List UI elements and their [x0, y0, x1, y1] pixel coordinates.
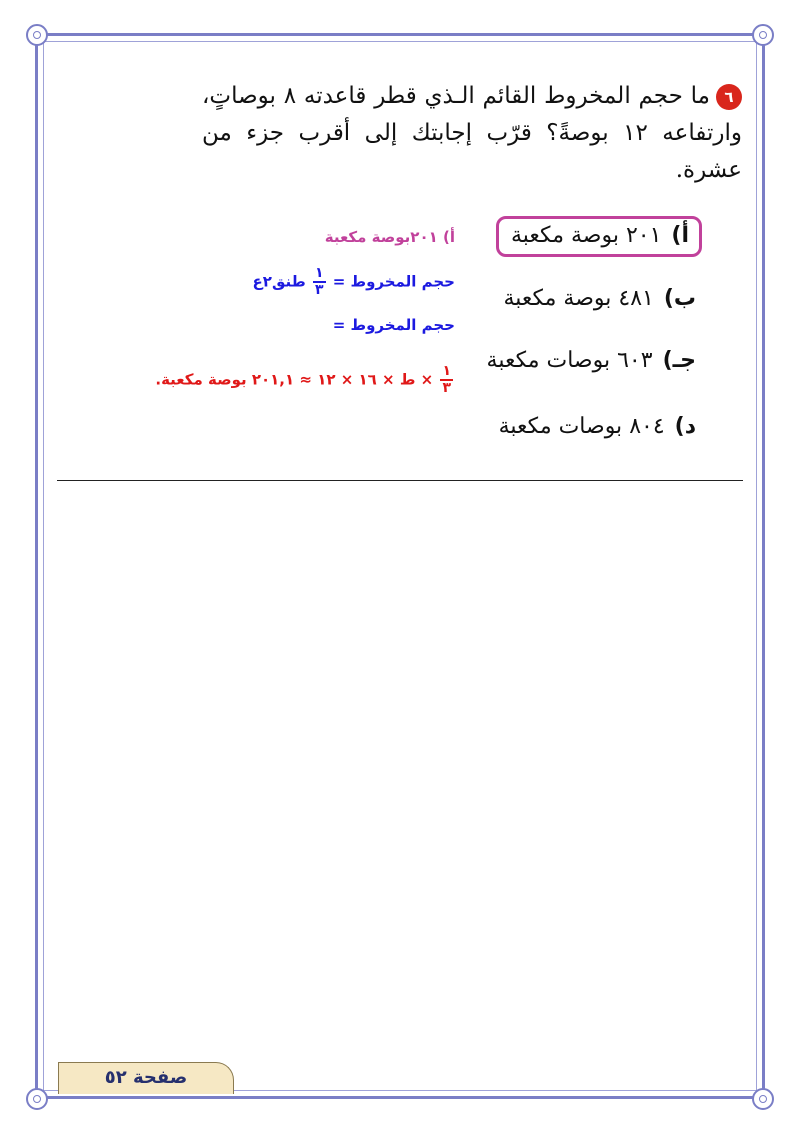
- corner-ornament-top-right: [752, 24, 774, 46]
- choice-d[interactable]: [499, 414, 696, 439]
- choice-c-label: جـ): [662, 348, 696, 373]
- question-text: ما حجم المخروط القائم الـذي قطر قاعدته ٨ بوصاتٍ، وارتفاعه ١٢ بوصةً؟ قرّب إجابتك إلى أقرب جزء من عشرة.: [202, 83, 742, 183]
- result-fraction-numerator: ١: [442, 363, 451, 379]
- solution-line-3: حجم المخروط =: [332, 316, 455, 334]
- result-fraction-denominator: ٣: [442, 380, 451, 396]
- solution-formula-suffix: طنق٢ع: [252, 272, 306, 291]
- choice-d-text: ٨٠٤ بوصات مكعبة: [498, 414, 665, 439]
- fraction-one-third: [313, 266, 326, 298]
- fraction-numerator: ١: [314, 265, 324, 281]
- choice-b-label: ب): [663, 286, 696, 311]
- question-block: [202, 78, 742, 189]
- solution-result-text: × ط × ١٦ × ١٢ ≈ ٢٠١,١ بوصة مكعبة.: [155, 370, 434, 389]
- result-fraction-one-third: [440, 364, 453, 396]
- solution-answer: أ) ٢٠١بوصة مكعبة: [324, 228, 455, 246]
- choice-b[interactable]: [503, 286, 696, 311]
- solution-formula-prefix: حجم المخروط =: [327, 272, 455, 291]
- question-number-badge: ٦: [716, 84, 742, 110]
- corner-ornament-bottom-left: [26, 1088, 48, 1110]
- corner-ornament-bottom-right: [752, 1088, 774, 1110]
- corner-ornament-top-left: [26, 24, 48, 46]
- fraction-denominator: ٣: [314, 282, 324, 298]
- choice-b-text: ٤٨١ بوصة مكعبة: [503, 286, 654, 311]
- choice-a-text: ٢٠١ بوصة مكعبة: [511, 223, 662, 248]
- choice-a[interactable]: [496, 216, 702, 257]
- page-number-tab: [58, 1062, 234, 1094]
- choice-a-label: أ): [671, 223, 689, 248]
- solution-result: [155, 364, 455, 396]
- choice-c-text: ٦٠٣ بوصات مكعبة: [486, 348, 653, 373]
- page-number-label: صفحة ٥٢: [104, 1067, 188, 1088]
- section-divider: [57, 480, 743, 481]
- page-frame-inner: [43, 41, 757, 1091]
- solution-formula: [253, 266, 455, 298]
- choice-c[interactable]: [487, 348, 696, 373]
- choice-d-label: د): [674, 414, 696, 439]
